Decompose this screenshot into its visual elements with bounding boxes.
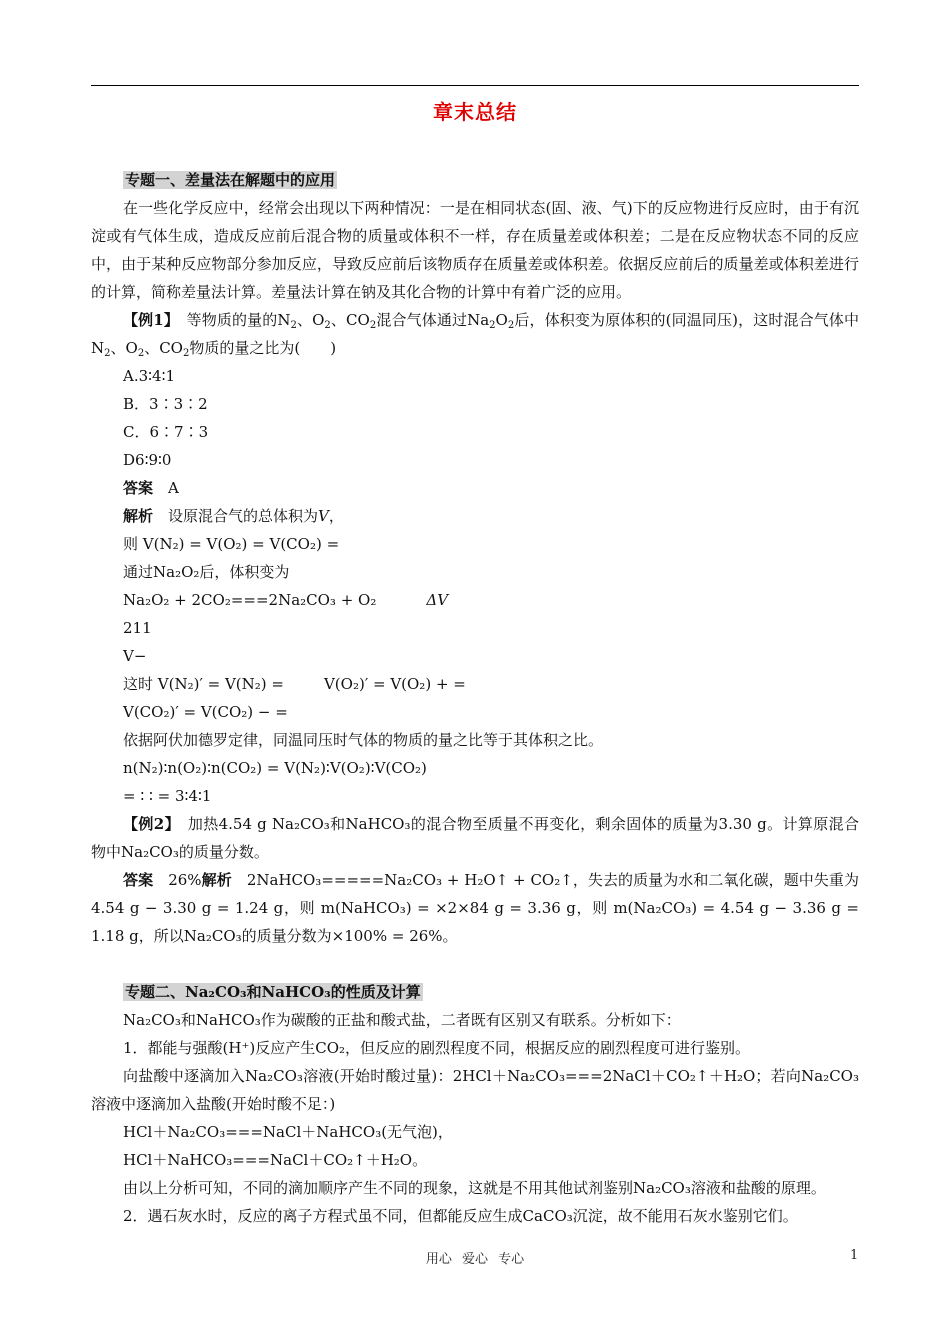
section-1-heading: 专题一、差量法在解题中的应用 — [125, 171, 336, 189]
analysis-line-pass: 通过Na₂O₂后，体积变为 — [123, 563, 290, 581]
analysis-line-ratio: n(N₂)∶n(O₂)∶n(CO₂) = V(N₂)∶V(O₂)∶V(CO₂) — [123, 759, 427, 777]
page-title: 章末总结 — [433, 100, 517, 124]
equation-2: HCl＋NaHCO₃===NaCl＋CO₂↑＋H₂O。 — [123, 1151, 428, 1169]
option-a: A.3∶4∶1 — [123, 367, 176, 385]
analysis-line-coefficients: 211 — [123, 619, 152, 637]
section-2-point-2: 2．遇石灰水时，反应的离子方程式虽不同，但都能反应生成CaCO₃沉淀，故不能用石灰水鉴别它们。 — [123, 1207, 798, 1225]
option-b: B．3∶3∶2 — [123, 395, 208, 413]
footer-slogan: 用心 爱心 专心 — [425, 1252, 525, 1267]
document-body — [91, 166, 859, 1230]
section-2-point-1: 1．都能与强酸(H⁺)反应产生CO₂，但反应的剧烈程度不同，根据反应的剧烈程度可进行鉴别。 — [123, 1039, 751, 1057]
page-number: 1 — [850, 1248, 859, 1263]
analysis-line-law: 依据阿伏加德罗定律，同温同压时气体的物质的量之比等于其体积之比。 — [123, 731, 604, 749]
section-2-dropwise: 向盐酸中逐滴加入Na₂CO₃溶液(开始时酸过量)：2HCl＋Na₂CO₃===2NaCl＋CO₂↑＋H₂O；若向Na₂CO₃溶液中逐滴加入盐酸(开始时酸不足：) — [91, 1067, 859, 1113]
header-rule — [91, 85, 859, 86]
analysis-line-result: = ∶ ∶ = 3∶4∶1 — [123, 787, 212, 805]
example-1-answer: 答案 A — [123, 479, 179, 497]
option-d: D6∶9∶0 — [123, 451, 172, 469]
option-c: C．6∶7∶3 — [123, 423, 209, 441]
example-2-question: 【例2】 加热4.54 g Na₂CO₃和NaHCO₃的混合物至质量不再变化，剩余固体的质量为3.30 g。计算原混合物中Na₂CO₃的质量分数。 — [91, 815, 859, 861]
analysis-line-volume: V− — [123, 647, 147, 665]
example-1-analysis: 解析 设原混合气的总体积为V， — [123, 507, 344, 525]
section-2-intro: Na₂CO₃和NaHCO₃作为碳酸的正盐和酸式盐，二者既有区别又有联系。分析如下： — [123, 1011, 681, 1029]
example-1-label: 【例1】 — [123, 311, 172, 329]
analysis-line-equation: Na₂O₂ + 2CO₂===2Na₂CO₃ + O₂ ΔV — [123, 591, 449, 609]
equation-1: HCl＋Na₂CO₃===NaCl＋NaHCO₃(无气泡)， — [123, 1123, 453, 1141]
analysis-line-then: 这时 V(N₂)′ = V(N₂) = V(O₂)′ = V(O₂) + = — [123, 675, 466, 693]
analysis-line-equal-volumes: 则 V(N₂) = V(O₂) = V(CO₂) = — [123, 535, 340, 553]
section-2-heading: 专题二、Na₂CO₃和NaHCO₃的性质及计算 — [125, 983, 421, 1001]
section-1-intro: 在一些化学反应中，经常会出现以下两种情况：一是在相同状态(固、液、气)下的反应物进行反应时，由于有沉淀或有气体生成，造成反应前后混合物的质量或体积不一样，存在质量差或体积差；二是在反应物状态不同的反应中，由于某种反应物部分参加反应，导致反应前后该物质存在质量差或体积差。依据反应前后的质量差或体积差进行的计算，简称差量法计算。差量法计算在钠及其化合物的计算中有着广泛的应用。 — [91, 199, 859, 301]
section-2-conclusion: 由以上分析可知，不同的滴加顺序产生不同的现象，这就是不用其他试剂鉴别Na₂CO₃溶液和盐酸的原理。 — [123, 1179, 826, 1197]
example-2-answer: 答案 26%解析 2NaHCO₃=====Na₂CO₃ + H₂O↑ + CO₂↑，失去的质量为水和二氧化碳，题中失重为4.54 g − 3.30 g = 1.24 g，则 m(NaHCO₃) = ×2×84 g = 3.36 g，则 m(Na₂CO₃) = 4.54 g − 3.36 g = 1.18 g，所以Na₂CO₃的质量分数为×100% = 26%。 — [91, 871, 859, 945]
example-1-question: 【例1】 等物质的量的$N_2$、$O_2$、$CO_2$混合气体通过$Na_2O_2$后，体积变为原体积的(同温同压)，这时混合气体中$N_2$、$O_2$、$CO_2$物质的量之比为( ) — [91, 311, 859, 359]
analysis-line-co2: V(CO₂)′ = V(CO₂) − = — [123, 703, 288, 721]
